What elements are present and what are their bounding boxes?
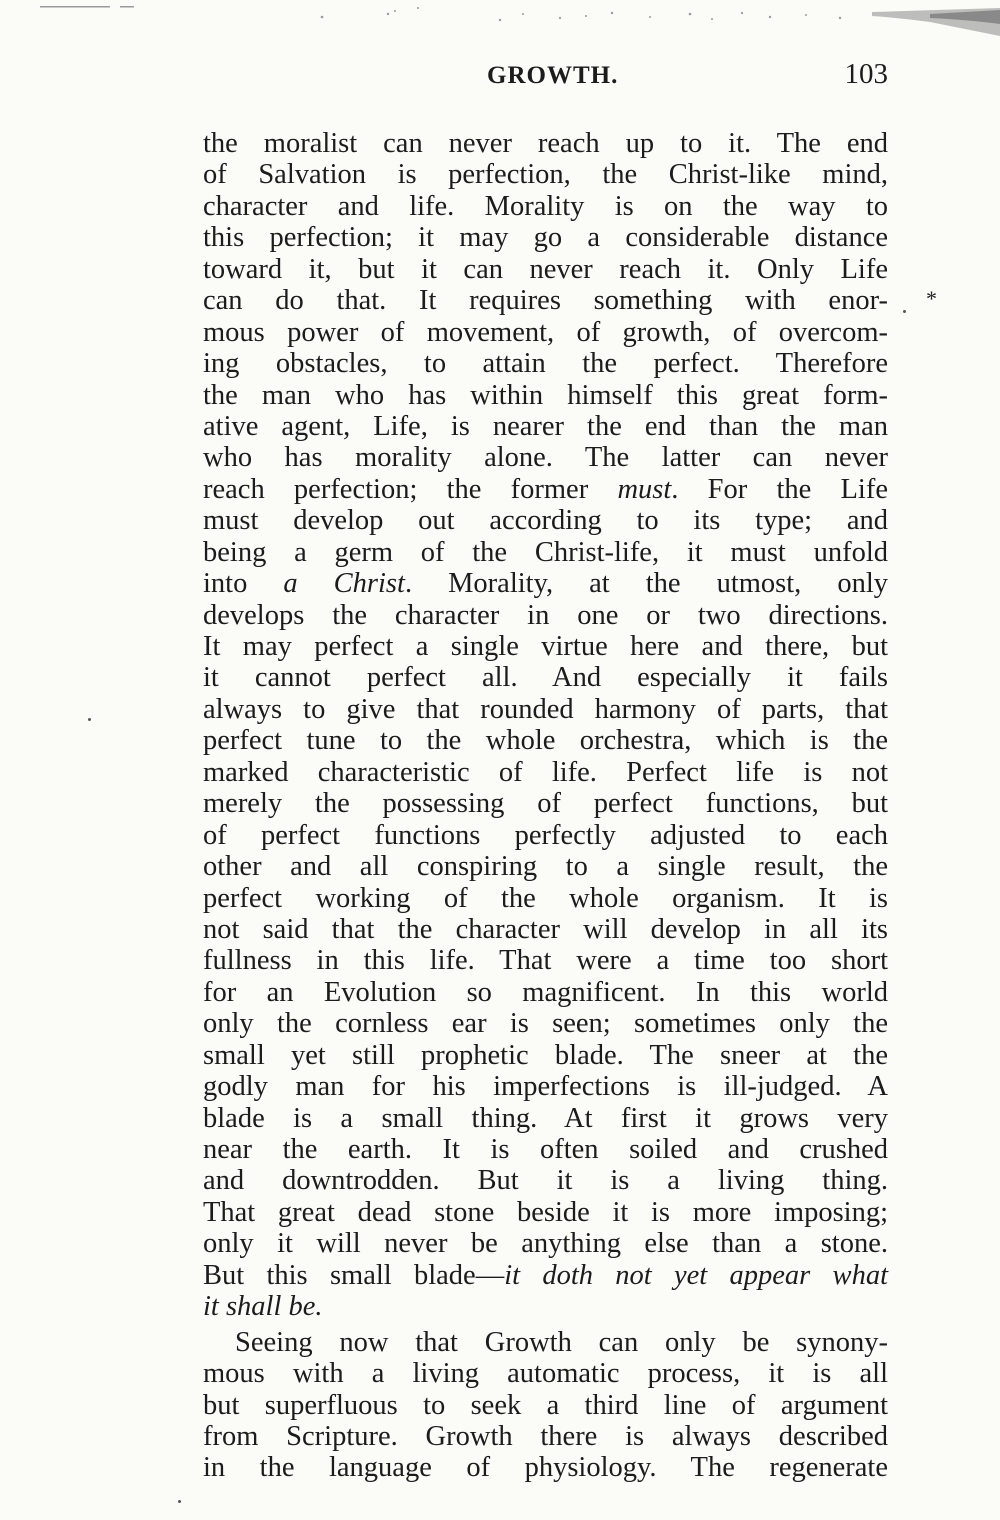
text-line-with-italic: into a Christ. Morality, at the utmost, only [203, 568, 888, 600]
page-body [203, 128, 888, 1484]
text-line: develops the character in one or two directions. [203, 599, 888, 631]
text-line: can do that. It requires something with enor- [203, 285, 888, 317]
page-number: 103 [844, 58, 888, 90]
margin-mark: * [926, 286, 937, 311]
text-line-with-italic: But this small blade—it doth not yet appear what [203, 1259, 888, 1291]
page-header [203, 58, 888, 98]
italic-phrase: a Christ [283, 568, 405, 600]
text-line: fullness in this life. That were a time too short [203, 945, 888, 977]
running-head: GROWTH. [487, 62, 619, 89]
text-line: mous power of movement, of growth, of overcom- [203, 316, 888, 348]
text-line: mous with a living automatic process, it is all [203, 1358, 888, 1390]
text-line: It may perfect a single virtue here and there, but [203, 631, 888, 662]
text-line: not said that the character will develop in all its [203, 913, 888, 945]
text-line: but superfluous to seek a third line of argument [203, 1389, 888, 1421]
text-line-with-italic: reach perfection; the former must. For the Life [203, 473, 888, 505]
text-line: perfect tune to the whole orchestra, which is the [203, 725, 888, 757]
text-line: Seeing now that Growth can only be synony- [235, 1326, 888, 1358]
stray-dot [903, 310, 906, 313]
italic-phrase: it doth not yet appear what [504, 1259, 888, 1291]
text-line: for an Evolution so magnificent. In this world [203, 976, 888, 1008]
text-line: marked characteristic of life. Perfect life is not [203, 756, 888, 788]
scan-edge-smudge [0, 0, 1000, 40]
text-line: only it will never be anything else than a stone. [203, 1228, 888, 1260]
text-line: from Scripture. Growth there is always described [203, 1420, 888, 1452]
text-line: ing obstacles, to attain the perfect. Therefore [203, 348, 888, 380]
text-line: ative agent, Life, is nearer the end than the man [203, 410, 888, 442]
text-line: it cannot perfect all. And especially it fails [203, 662, 888, 694]
text-line: the man who has within himself this great form- [203, 379, 888, 411]
text-line: other and all conspiring to a single result, the [203, 851, 888, 883]
italic-phrase: must [617, 473, 672, 505]
text-line: merely the possessing of perfect functions, but [203, 788, 888, 820]
text-line: the moralist can never reach up to it. The end [203, 128, 888, 159]
stray-dot [178, 1500, 181, 1503]
text-line: toward it, but it can never reach it. Only Life [203, 253, 888, 285]
text-line: perfect working of the whole organism. It is [203, 882, 888, 914]
text-line: it shall be. [203, 1291, 323, 1323]
text-line: character and life. Morality is on the way to [203, 190, 888, 222]
text-line: who has morality alone. The latter can never [203, 442, 888, 474]
text-line: godly man for his imperfections is ill-judged. A [203, 1071, 888, 1103]
text-line: That great dead stone beside it is more imposing; [203, 1196, 888, 1228]
stray-dot [88, 718, 91, 721]
text-line: must develop out according to its type; and [203, 505, 888, 537]
text-line: in the language of physiology. The regenerate [203, 1452, 888, 1484]
text-line: being a germ of the Christ-life, it must unfold [203, 536, 888, 568]
text-line: small yet still prophetic blade. The sneer at the [203, 1039, 888, 1071]
text-line: this perfection; it may go a considerable distance [203, 222, 888, 254]
text-line: always to give that rounded harmony of parts, that [203, 693, 888, 725]
paragraph-2 [203, 1327, 888, 1484]
paragraph-1 [203, 128, 888, 1323]
text-line: blade is a small thing. At first it grows very [203, 1102, 888, 1134]
text-line: near the earth. It is often soiled and crushed [203, 1134, 888, 1165]
text-line: of Salvation is perfection, the Christ-like mind, [203, 159, 888, 191]
text-line: only the cornless ear is seen; sometimes only the [203, 1008, 888, 1040]
text-line: of perfect functions perfectly adjusted to each [203, 819, 888, 851]
text-line: and downtrodden. But it is a living thing. [203, 1165, 888, 1197]
